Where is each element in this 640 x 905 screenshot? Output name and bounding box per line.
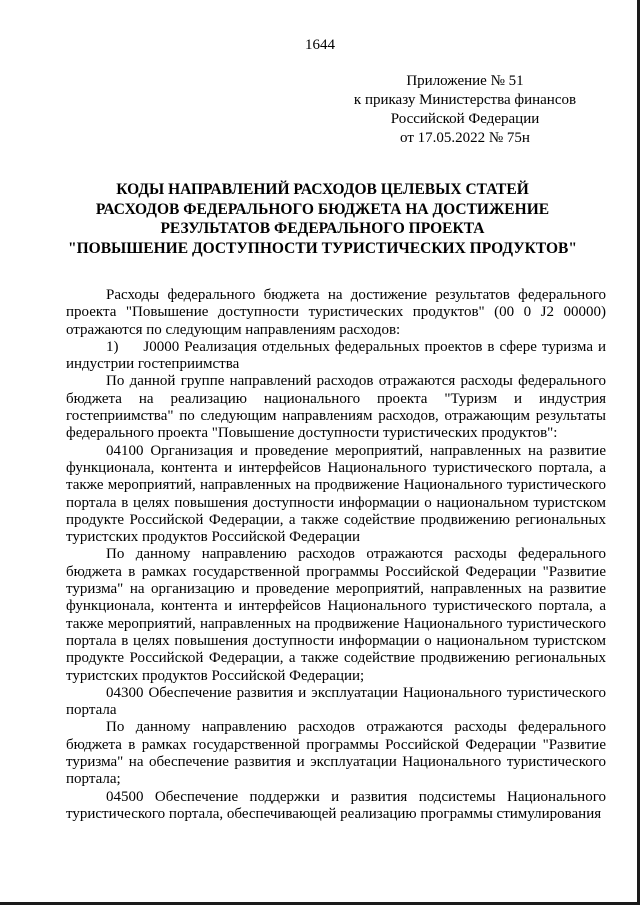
appendix-line-4: от 17.05.2022 № 75н: [400, 130, 530, 146]
appendix-line-3: Российской Федерации: [390, 111, 540, 127]
paragraph: По данному направлению расходов отражаются расходы федерального бюджета в рамках государственной программы Российской Федерации "Развитие туризма" на организацию и проведение мероприятий, направленных на развитие функционала, контента и интерфейсов Национального туристического портала, а также мероприятий, направленных на продвижение Национального туристического портала в целях повышения доступности информации о национальном туристском продукте Российской Федерации, а также содействие продвижению региональных туристских продуктов Российской Федерации;: [66, 546, 606, 684]
title-line-1: КОДЫ НАПРАВЛЕНИЙ РАСХОДОВ ЦЕЛЕВЫХ СТАТЕЙ: [116, 181, 529, 198]
paragraph: 04300 Обеспечение развития и эксплуатации Национального туристического портала: [66, 684, 606, 719]
appendix-header: [330, 72, 600, 148]
page-number: 1644: [305, 37, 335, 53]
paragraph: 1) J0000 Реализация отдельных федеральных проектов в сфере туризма и индустрии гостеприимства: [66, 338, 606, 373]
title-line-3: РЕЗУЛЬТАТОВ ФЕДЕРАЛЬНОГО ПРОЕКТА: [160, 220, 485, 237]
appendix-line-2: к приказу Министерства финансов: [353, 92, 577, 108]
paragraph: 04100 Организация и проведение мероприятий, направленных на развитие функционала, контента и интерфейсов Национального туристического портала, а также мероприятий, направленных на продвижение Национального туристического портала в целях повышения доступности информации о национальном туристском продукте Российской Федерации, а также содействие продвижению региональных туристских продуктов Российской Федерации: [66, 442, 606, 546]
paragraph: По данной группе направлений расходов отражаются расходы федерального бюджета на реализацию национального проекта "Туризм и индустрия гостеприимства" по следующим направлениям расходов, отражающим результаты федерального проекта "Повышение доступности туристических продуктов":: [66, 373, 606, 442]
paragraph: По данному направлению расходов отражаются расходы федерального бюджета в рамках государственной программы Российской Федерации "Развитие туризма" на обеспечение развития и эксплуатации Национального туристического портала;: [66, 719, 606, 788]
document-title: [40, 180, 605, 258]
paragraph: Расходы федерального бюджета на достижение результатов федерального проекта "Повышение доступности туристических продуктов" (00 0 J2 00000) отражаются по следующим направлениям расходов:: [66, 287, 606, 338]
title-line-2: РАСХОДОВ ФЕДЕРАЛЬНОГО БЮДЖЕТА НА ДОСТИЖЕНИЕ: [95, 200, 550, 218]
appendix-line-1: Приложение № 51: [406, 73, 524, 89]
paragraph: 04500 Обеспечение поддержки и развития подсистемы Национального туристического портала, обеспечивающей реализацию программы стимулирования: [66, 788, 606, 822]
title-line-4: "ПОВЫШЕНИЕ ДОСТУПНОСТИ ТУРИСТИЧЕСКИХ ПРОДУКТОВ": [67, 239, 578, 257]
document-body: [66, 287, 606, 823]
